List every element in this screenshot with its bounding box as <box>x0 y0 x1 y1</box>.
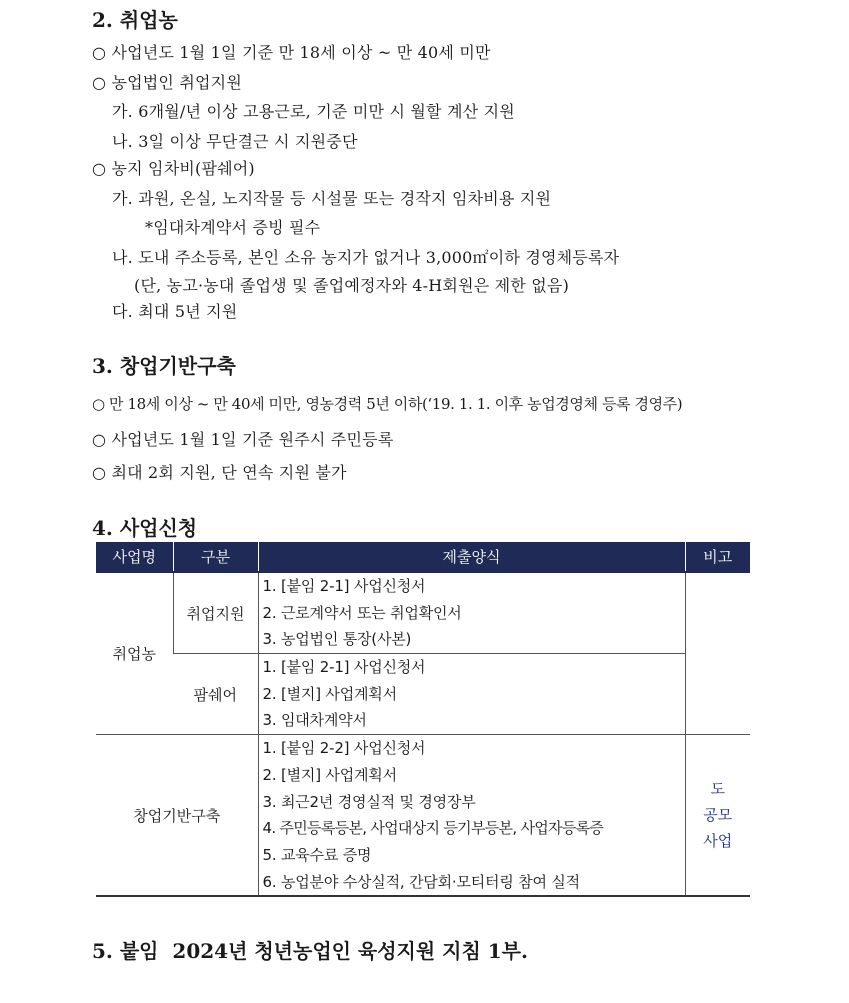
project-employment-farming: 취업농 <box>96 572 173 735</box>
item-max-years: 다. 최대 5년 지원 <box>112 302 238 321</box>
form-item: 2. 근로계약서 또는 취업확인서 <box>262 603 462 622</box>
bullet-max-twice: ○ 최대 2회 지원, 단 연속 지원 불가 <box>92 463 347 482</box>
bullet-residence: ○ 사업년도 1월 1일 기준 원주시 주민등록 <box>92 430 394 449</box>
remark-line: 사업 <box>703 832 733 851</box>
item-lease-proof-note: *임대차계약서 증빙 필수 <box>145 218 321 237</box>
item-absence-stop: 나. 3일 이상 무단결근 시 지원중단 <box>112 132 358 151</box>
form-item: 1. [붙임 2-2] 사업신청서 <box>262 739 426 758</box>
form-item: 2. [별지] 사업계획서 <box>262 684 397 703</box>
remark-line: 공모 <box>703 806 733 825</box>
forms-startup-foundation <box>258 735 685 897</box>
table-row <box>96 572 750 654</box>
bullet-age-limit: ○ 사업년도 1월 1일 기준 만 18세 이상 ~ 만 40세 미만 <box>92 43 491 62</box>
form-item: 3. 최근2년 경영실적 및 경영장부 <box>262 792 476 811</box>
category-farm-share: 팜쉐어 <box>173 654 258 735</box>
section-5-attachment: 5. 붙임 2024년 청년농업인 육성지원 지침 1부. <box>92 939 528 963</box>
header-category: 구분 <box>173 542 258 572</box>
form-item: 5. 교육수료 증명 <box>262 845 372 864</box>
form-item: 6. 농업분야 수상실적, 간담회·모티터링 참여 실적 <box>262 872 580 891</box>
bullet-farmland-rent: ○ 농지 임차비(팜쉐어) <box>92 159 255 178</box>
bullet-farm-corp-employment: ○ 농업법인 취업지원 <box>92 73 242 92</box>
form-item: 2. [별지] 사업계획서 <box>262 765 397 784</box>
category-employment-support: 취업지원 <box>173 572 258 654</box>
header-forms: 제출양식 <box>258 542 685 572</box>
form-item: 1. [붙임 2-1] 사업신청서 <box>262 658 426 677</box>
project-startup-foundation: 창업기반구축 <box>96 735 258 897</box>
remarks-province-contest <box>685 735 750 897</box>
form-item: 3. 임대차계약서 <box>262 711 367 730</box>
item-employment-period: 가. 6개월/년 이상 고용근로, 기준 미만 시 월할 계산 지원 <box>112 102 515 121</box>
form-item: 4. 주민등록등본, 사업대상지 등기부등본, 사업자등록증 <box>262 819 604 838</box>
header-remarks: 비고 <box>685 542 750 572</box>
header-project: 사업명 <box>96 542 173 572</box>
section-2-title: 2. 취업농 <box>92 8 178 32</box>
form-item: 3. 농업법인 통장(사본) <box>262 630 412 649</box>
item-rent-support: 가. 과원, 온실, 노지작물 등 시설물 또는 경작지 임차비용 지원 <box>112 189 552 208</box>
forms-employment-support <box>258 572 685 654</box>
table-header-row <box>96 542 750 572</box>
application-table <box>96 542 750 897</box>
remark-line: 도 <box>710 780 725 799</box>
bullet-startup-eligibility: ○ 만 18세 이상 ~ 만 40세 미만, 영농경력 5년 이하(‘19. 1. 1. 이후 농업경영체 등록 경영주) <box>92 395 683 413</box>
form-item: 1. [붙임 2-1] 사업신청서 <box>262 577 426 595</box>
item-exception-note: (단, 농고·농대 졸업생 및 졸업예정자와 4-H회원은 제한 없음) <box>134 276 570 295</box>
forms-farm-share <box>258 654 685 735</box>
item-address-requirement: 나. 도내 주소등록, 본인 소유 농지가 없거나 3,000㎡이하 경영체등록자 <box>112 248 620 267</box>
remarks-empty <box>685 572 750 735</box>
table-row <box>96 654 750 735</box>
table-row <box>96 735 750 897</box>
section-3-title: 3. 창업기반구축 <box>92 354 236 378</box>
section-4-title: 4. 사업신청 <box>92 516 198 540</box>
